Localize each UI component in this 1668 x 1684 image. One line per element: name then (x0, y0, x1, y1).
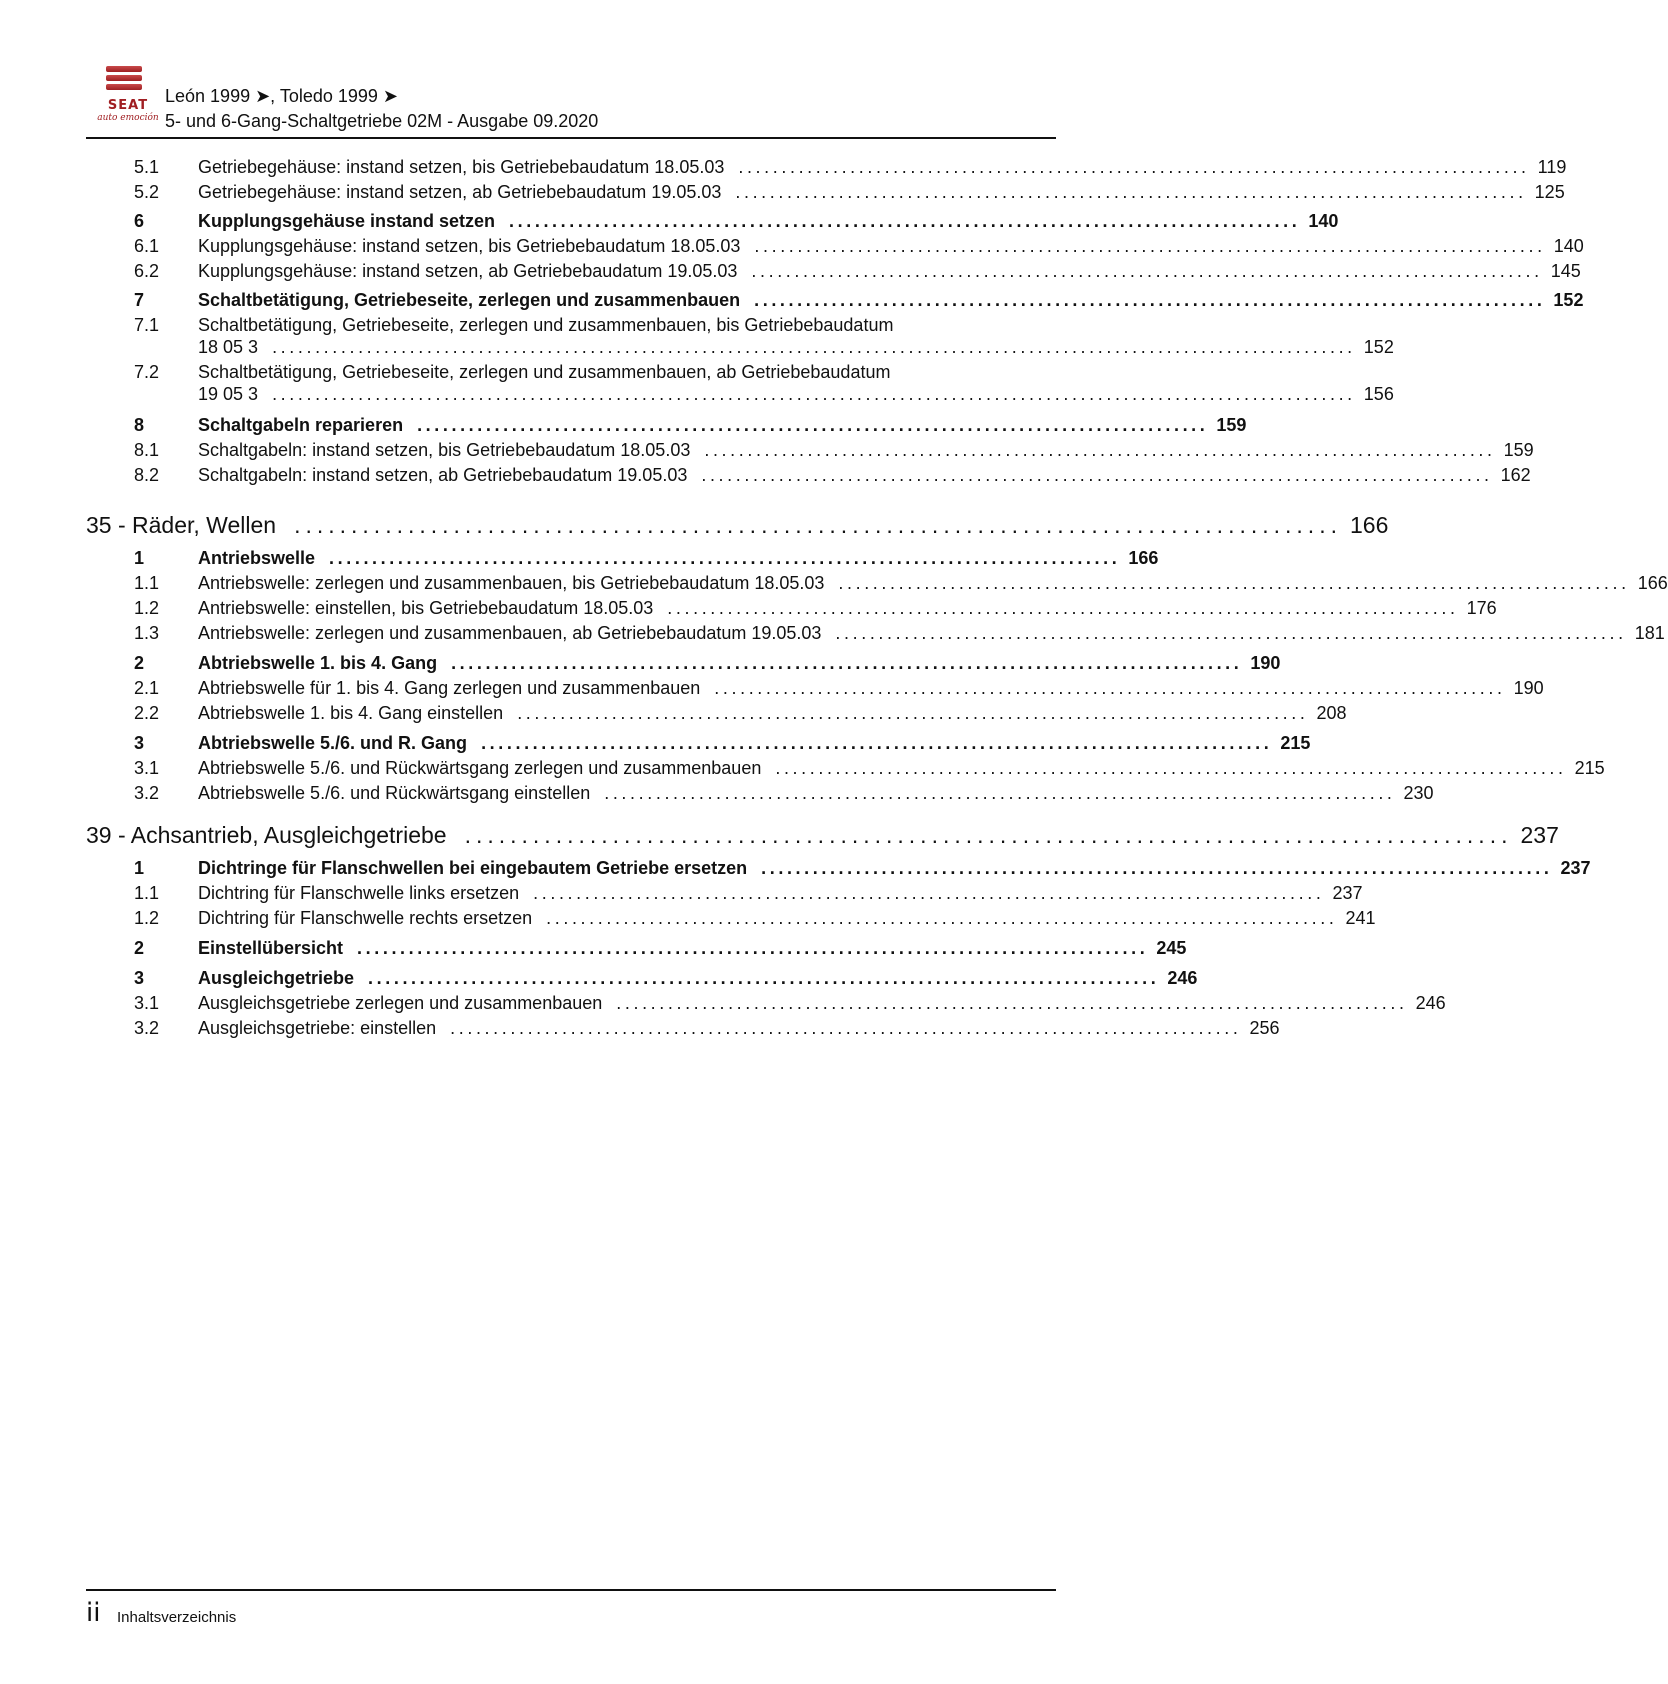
toc-entry-8-2[interactable]: 8.2 Schaltgabeln: instand setzen, ab Getriebebaudatum 19.05.03 ............................................................................................ 162 (134, 465, 1531, 485)
toc-entry-number: 1.3 (134, 623, 160, 643)
toc-entry-title: Kupplungsgehäuse: instand setzen, ab Getriebebaudatum 19.05.03 (198, 261, 738, 281)
toc-entry-title: Getriebegehäuse: instand setzen, bis Getriebebaudatum 18.05.03 (198, 157, 725, 177)
toc-entry-number: 8 (134, 415, 145, 435)
toc-entry-title-continued: 19 05 3 (198, 384, 259, 404)
footer-section-title: Inhaltsverzeichnis (117, 1609, 237, 1626)
toc-entry-title: Abtriebswelle 5./6. und R. Gang (198, 733, 468, 753)
toc-entry-1-1[interactable]: 1.1 Antriebswelle: zerlegen und zusammenbauen, bis Getriebebaudatum 18.05.03 ............................................................................................ 166 (134, 573, 1668, 593)
toc-entry-number: 1 (134, 548, 145, 568)
toc-entry-number: 3.2 (134, 783, 160, 803)
header-model-line: León 1999 ➤, Toledo 1999 ➤ (165, 86, 399, 106)
toc-entry-page: 215 (1280, 733, 1311, 753)
toc-entry-title: Schaltgabeln: instand setzen, ab Getriebebaudatum 19.05.03 (198, 465, 688, 485)
toc-entry-title: Ausgleichsgetriebe zerlegen und zusammenbauen (198, 993, 603, 1013)
toc-entry-page: 145 (1550, 261, 1581, 281)
toc-entry-page: 190 (1513, 678, 1544, 698)
toc-entry-2-1[interactable]: 2.1 Abtriebswelle für 1. bis 4. Gang zerlegen und zusammenbauen ............................................................................................ 190 (134, 678, 1544, 698)
toc-entry-1-2[interactable]: 1.2 Antriebswelle: einstellen, bis Getriebebaudatum 18.05.03 ............................................................................................ 176 (134, 598, 1497, 618)
toc-entry-number: 2 (134, 938, 145, 958)
toc-entry-1-2[interactable]: 1.2 Dichtring für Flanschwelle rechts ersetzen ............................................................................................ 241 (134, 908, 1376, 928)
toc-entry-title: Abtriebswelle 1. bis 4. Gang einstellen (198, 703, 504, 723)
seat-logo-brand: SEAT (107, 98, 149, 113)
toc-entry-page: 215 (1574, 758, 1605, 778)
toc-entry-number: 2.1 (134, 678, 160, 698)
toc-entry-title: Schaltgabeln reparieren (198, 415, 404, 435)
toc-entry-title: Abtriebswelle 5./6. und Rückwärtsgang zerlegen und zusammenbauen (198, 758, 762, 778)
toc-entry-page: 140 (1308, 211, 1339, 231)
toc-entry-page: 125 (1534, 182, 1565, 202)
toc-entry-title: Dichtringe für Flanschwellen bei eingebautem Getriebe ersetzen (198, 858, 748, 878)
toc-entry-number: 3.2 (134, 1018, 160, 1038)
toc-entry-page: 166 (1637, 573, 1668, 593)
toc-chapter-title: 39 - Achsantrieb, Ausgleichgetriebe (86, 822, 447, 848)
toc-entry-number: 3.1 (134, 758, 160, 778)
toc-entry-title: Kupplungsgehäuse instand setzen (198, 211, 496, 231)
footer-divider (86, 1589, 1056, 1591)
toc-entry-title: Getriebegehäuse: instand setzen, ab Getriebebaudatum 19.05.03 (198, 182, 722, 202)
toc-entry-page: 237 (1332, 883, 1363, 903)
toc-entry-page: 119 (1537, 157, 1567, 177)
toc-entry-2[interactable]: 2 Abtriebswelle 1. bis 4. Gang ............................................................................................ 190 (134, 653, 1281, 673)
toc-entry-title: Antriebswelle: zerlegen und zusammenbauen, bis Getriebebaudatum 18.05.03 (198, 573, 825, 593)
toc-entry-6-2[interactable]: 6.2 Kupplungsgehäuse: instand setzen, ab Getriebebaudatum 19.05.03 ............................................................................................ 145 (134, 261, 1581, 281)
toc-entry-2-2[interactable]: 2.2 Abtriebswelle 1. bis 4. Gang einstellen ............................................................................................ 208 (134, 703, 1347, 723)
toc-entry-number: 5.1 (134, 157, 160, 177)
toc-entry-1-1[interactable]: 1.1 Dichtring für Flanschwelle links ersetzen ............................................................................................ 237 (134, 883, 1363, 903)
toc-entry-title: Antriebswelle: zerlegen und zusammenbauen, ab Getriebebaudatum 19.05.03 (198, 623, 822, 643)
toc-entry-number: 7.1 (134, 315, 160, 335)
toc-entry-3-1[interactable]: 3.1 Ausgleichsgetriebe zerlegen und zusammenbauen ............................................................................................ 246 (134, 993, 1446, 1013)
toc-entry-3-2[interactable]: 3.2 Ausgleichsgetriebe: einstellen ............................................................................................ 256 (134, 1018, 1280, 1038)
toc-entry-number: 8.2 (134, 465, 160, 485)
header-gearbox-line: 5- und 6-Gang-Schaltgetriebe 02M - Ausgabe 09.2020 (165, 111, 599, 131)
toc-entry-title: Abtriebswelle für 1. bis 4. Gang zerlegen und zusammenbauen (198, 678, 701, 698)
toc-entry-page: 152 (1553, 290, 1584, 310)
toc-entry-number: 1.2 (134, 908, 160, 928)
toc-entry-title: Einstellübersicht (198, 938, 344, 958)
toc-entry-page: 230 (1403, 783, 1434, 803)
toc-entry-title: Antriebswelle (198, 548, 316, 568)
toc-entry-page: 246 (1167, 968, 1198, 988)
toc-entry-page: 159 (1503, 440, 1534, 460)
toc-chapter-page: 166 (1349, 512, 1389, 538)
toc-entry-2[interactable]: 2 Einstellübersicht ............................................................................................ 245 (134, 938, 1187, 958)
toc-entry-page: 166 (1128, 548, 1159, 568)
toc-entry-5-2[interactable]: 5.2 Getriebegehäuse: instand setzen, ab Getriebebaudatum 19.05.03 ............................................................................................ 125 (134, 182, 1565, 202)
seat-logo-tagline: auto emoción (97, 113, 159, 123)
toc-entry-number: 2 (134, 653, 145, 673)
toc-entry-3-2[interactable]: 3.2 Abtriebswelle 5./6. und Rückwärtsgang einstellen ............................................................................................ 230 (134, 783, 1434, 803)
toc-entry-title: Schaltgabeln: instand setzen, bis Getriebebaudatum 18.05.03 (198, 440, 691, 460)
toc-entry-title: Schaltbetätigung, Getriebeseite, zerlegen und zusammenbauen, bis Getriebebaudatum (198, 315, 894, 335)
toc-entry-number: 1.1 (134, 573, 160, 593)
toc-entry-number: 5.2 (134, 182, 160, 202)
toc-entry-6-1[interactable]: 6.1 Kupplungsgehäuse: instand setzen, bis Getriebebaudatum 18.05.03 ............................................................................................ 140 (134, 236, 1584, 256)
toc-entry-number: 1.1 (134, 883, 160, 903)
toc-entry-title: Ausgleichgetriebe (198, 968, 355, 988)
toc-entry-page: 190 (1250, 653, 1281, 673)
toc-entry-title: Kupplungsgehäuse: instand setzen, bis Getriebebaudatum 18.05.03 (198, 236, 741, 256)
toc-entry-1-3[interactable]: 1.3 Antriebswelle: zerlegen und zusammenbauen, ab Getriebebaudatum 19.05.03 ............................................................................................ 181 (134, 623, 1665, 643)
toc-entry-8-1[interactable]: 8.1 Schaltgabeln: instand setzen, bis Getriebebaudatum 18.05.03 ............................................................................................ 159 (134, 440, 1534, 460)
footer-page-number: ii (86, 1598, 101, 1628)
toc-entry-page: 241 (1345, 908, 1376, 928)
toc-entry-title: Schaltbetätigung, Getriebeseite, zerlegen und zusammenbauen (198, 290, 741, 310)
toc-chapter-35[interactable]: 35 - Räder, Wellen ............................................................................................ 166 (86, 512, 1389, 538)
toc-entry-title: Schaltbetätigung, Getriebeseite, zerlegen und zusammenbauen, ab Getriebebaudatum (198, 362, 891, 382)
toc-entry-page: 245 (1156, 938, 1187, 958)
toc-entry-3[interactable]: 3 Ausgleichgetriebe ............................................................................................ 246 (134, 968, 1198, 988)
toc-entry-page: 208 (1316, 703, 1347, 723)
toc-entry-1[interactable]: 1 Antriebswelle ............................................................................................ 166 (134, 548, 1159, 568)
toc-entry-page: 152 (1363, 337, 1394, 357)
toc-entry-number: 6 (134, 211, 145, 231)
toc-entry-7-2[interactable]: 7.2 Schaltbetätigung, Getriebeseite, zerlegen und zusammenbauen, ab Getriebebaudatum 19 05 3 .............................................................................................................................. 156 (134, 362, 1394, 404)
toc-entry-number: 2.2 (134, 703, 160, 723)
toc-entry-page: 237 (1560, 858, 1591, 878)
toc-entry-page: 256 (1249, 1018, 1280, 1038)
toc-entry-8[interactable]: 8 Schaltgabeln reparieren ............................................................................................ 159 (134, 415, 1247, 435)
toc-entry-title: Dichtring für Flanschwelle links ersetzen (198, 883, 520, 903)
toc-entry-page: 181 (1634, 623, 1665, 643)
toc-entry-7-1[interactable]: 7.1 Schaltbetätigung, Getriebeseite, zerlegen und zusammenbauen, bis Getriebebaudatum 18 05 3 .............................................................................................................................. 152 (134, 315, 1394, 357)
toc-entry-number: 6.1 (134, 236, 160, 256)
toc-entry-number: 3.1 (134, 993, 160, 1013)
toc-entry-page: 246 (1415, 993, 1446, 1013)
toc-chapter-39[interactable]: 39 - Achsantrieb, Ausgleichgetriebe ............................................................................................ 237 (86, 822, 1559, 848)
toc-entry-7[interactable]: 7 Schaltbetätigung, Getriebeseite, zerlegen und zusammenbauen ............................................................................................ 152 (134, 290, 1584, 310)
toc-entry-number: 1 (134, 858, 145, 878)
toc-entry-page: 156 (1363, 384, 1394, 404)
toc-entry-number: 7 (134, 290, 145, 310)
toc-entry-number: 8.1 (134, 440, 160, 460)
toc-entry-page: 159 (1216, 415, 1247, 435)
toc-entry-number: 3 (134, 968, 145, 988)
toc-entry-page: 140 (1553, 236, 1584, 256)
toc-entry-3-1[interactable]: 3.1 Abtriebswelle 5./6. und Rückwärtsgang zerlegen und zusammenbauen ............................................................................................ 215 (134, 758, 1605, 778)
toc-entry-number: 1.2 (134, 598, 160, 618)
toc-entry-title-continued: 18 05 3 (198, 337, 259, 357)
toc-entry-page: 176 (1466, 598, 1497, 618)
toc-entry-title: Dichtring für Flanschwelle rechts ersetzen (198, 908, 533, 928)
toc-chapter-page: 237 (1520, 822, 1559, 848)
toc-entry-title: Ausgleichsgetriebe: einstellen (198, 1018, 437, 1038)
toc-entry-3[interactable]: 3 Abtriebswelle 5./6. und R. Gang ............................................................................................ 215 (134, 733, 1311, 753)
toc-entry-title: Antriebswelle: einstellen, bis Getriebebaudatum 18.05.03 (198, 598, 654, 618)
toc-entry-5-1[interactable]: 5.1 Getriebegehäuse: instand setzen, bis Getriebebaudatum 18.05.03 ............................................................................................ 119 (134, 157, 1567, 177)
toc-entry-page: 162 (1500, 465, 1531, 485)
toc-chapter-title: 35 - Räder, Wellen (86, 512, 277, 538)
toc-entry-title: Abtriebswelle 1. bis 4. Gang (198, 653, 438, 673)
toc-entry-title: Abtriebswelle 5./6. und Rückwärtsgang einstellen (198, 783, 591, 803)
toc-entry-1[interactable]: 1 Dichtringe für Flanschwellen bei eingebautem Getriebe ersetzen ............................................................................................ 237 (134, 858, 1591, 878)
toc-entry-6[interactable]: 6 Kupplungsgehäuse instand setzen ............................................................................................ 140 (134, 211, 1339, 231)
toc-entry-number: 7.2 (134, 362, 160, 382)
toc-entry-number: 3 (134, 733, 145, 753)
toc-entry-number: 6.2 (134, 261, 160, 281)
